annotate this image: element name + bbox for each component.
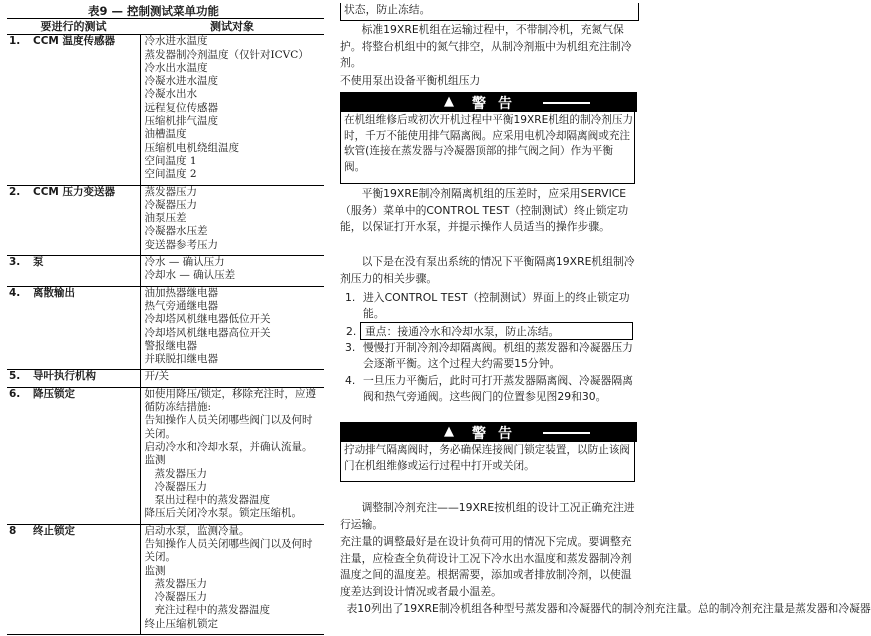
test-object-item: 冷却塔风机继电器低位开关 <box>144 313 271 326</box>
test-object-item: 冷水 — 确认压力 <box>144 256 225 269</box>
control-test-menu-table <box>7 18 324 635</box>
test-name: 终止锁定 <box>33 524 75 537</box>
table-row <box>7 256 324 287</box>
column-header-test: 要进行的测试 <box>7 19 140 35</box>
test-object-item: 降压后关闭冷水泵。锁定压缩机。 <box>144 507 302 520</box>
warning-triangle-icon: ▲ <box>444 94 454 109</box>
test-object-cell <box>140 387 324 524</box>
test-object-item: 监测 <box>144 564 166 577</box>
test-object-item: 冷凝器压力 <box>144 198 197 211</box>
test-name-cell <box>7 286 140 370</box>
warning-text-2: 拧动排气隔离阀时，务必确保连接阀门锁定装置，以防止该阀门在机组维修或运行过程中打开或关闭。 <box>340 442 635 482</box>
test-object-item: 热气旁通继电器 <box>144 299 218 312</box>
row-number: 8 <box>9 524 17 537</box>
test-object-item: 冷却塔风机继电器高位开关 <box>144 326 271 339</box>
test-name-cell <box>7 524 140 634</box>
row-number: 4. <box>9 286 21 299</box>
test-object-item: 蒸发器压力 <box>144 185 197 198</box>
warning-header-2 <box>340 422 637 442</box>
test-object-item: 蒸发器制冷剂温度（仅针对ICVC） <box>144 48 309 61</box>
test-object-cell <box>140 185 324 255</box>
warning-header-1 <box>340 92 637 112</box>
test-object-item: 变送器参考压力 <box>144 238 218 251</box>
warning-text-1: 在机组维修后或初次开机过程中平衡19XRE机组的制冷剂压力时，千万不能使用排气隔离阀。应采用电机冷却隔离阀或充注软管(连接在蒸发器与冷凝器顶部的排气阀之间）作为平衡阀。 <box>340 112 635 184</box>
continued-box <box>340 3 639 21</box>
test-object-item: 油加热器继电器 <box>144 286 218 299</box>
test-object-cell <box>140 370 324 387</box>
test-object-item: 冷却水 — 确认压差 <box>144 269 236 282</box>
test-name: 泵 <box>33 256 44 269</box>
table-row <box>7 185 324 255</box>
step-text: 一旦压力平衡后，此时可打开蒸发器隔离阀、冷凝器隔离阀和热气旁通阀。这些阀门的位置参见图29和30。 <box>363 374 633 404</box>
paragraph-steps-intro: 以下是在没有泵出系统的情况下平衡隔离19XRE机组制冷剂压力的相关步骤。 <box>340 255 635 285</box>
test-name: CCM 温度传感器 <box>33 35 116 48</box>
test-object-item: 蒸发器压力 <box>154 577 207 590</box>
test-object-item: 远程复位传感器 <box>144 101 218 114</box>
test-object-item: 冷凝器压力 <box>154 591 207 604</box>
test-object-cell <box>140 256 324 287</box>
test-name-cell <box>7 35 140 185</box>
column-header-object: 测试对象 <box>140 19 324 35</box>
paragraph-table10: 表10列出了19XRE制冷机组各种型号蒸发器和冷凝器代的制冷剂充注量。总的制冷剂充注量是蒸发器和冷凝器 <box>346 602 871 615</box>
test-name: 降压锁定 <box>33 387 75 400</box>
section-heading-no-pumpout: 不使用泵出设备平衡机组压力 <box>340 74 481 87</box>
step-text: 进入CONTROL TEST（控制测试）界面上的终止锁定功能。 <box>363 291 630 321</box>
test-object-item: 启动冷水和冷却水泵，并确认流量。 <box>144 440 313 453</box>
test-object-item: 空间温度 1 <box>144 154 197 167</box>
step-number: 4. <box>345 374 356 387</box>
test-object-item: 充注过程中的蒸发器温度 <box>154 604 270 617</box>
test-name: 导叶执行机构 <box>33 370 96 383</box>
paragraph-nitrogen: 标准19XRE机组在运输过程中，不带制冷机，充氮气保护。将整台机组中的氮气排空，从制冷剂瓶中为机组充注制冷剂。 <box>340 23 632 70</box>
continued-text: 状态，防止冻结。 <box>344 3 431 16</box>
test-name: CCM 压力变送器 <box>33 185 116 198</box>
warning-bar <box>543 102 590 104</box>
test-name-cell <box>7 185 140 255</box>
row-number: 1. <box>9 35 21 48</box>
test-object-item: 压缩机排气温度 <box>144 115 218 128</box>
table-row <box>7 35 324 185</box>
warning-bar <box>543 432 590 434</box>
test-object-item: 压缩机电机绕组温度 <box>144 141 239 154</box>
test-object-cell <box>140 286 324 370</box>
test-name-cell <box>7 387 140 524</box>
table-title: 表9 — 控制测试菜单功能 <box>88 4 220 18</box>
test-object-item: 冷凝器水压差 <box>144 225 208 238</box>
test-object-cell <box>140 35 324 185</box>
test-object-item: 蒸发器压力 <box>154 467 207 480</box>
test-name: 离散输出 <box>33 286 75 299</box>
warning-triangle-icon: ▲ <box>444 424 454 439</box>
paragraph-adjust-charge: 调整制冷剂充注——19XRE按机组的设计工况正确充注进行运输。 <box>340 501 635 531</box>
warning-label: 警告 <box>472 96 524 112</box>
test-object-item: 冷凝水进水温度 <box>144 75 218 88</box>
test-object-item: 泵出过程中的蒸发器温度 <box>154 494 270 507</box>
test-object-item: 启动水泵，监测冷量。 <box>144 524 250 537</box>
warning-label: 警告 <box>472 426 524 442</box>
step-2-important-box <box>346 322 633 340</box>
step-text: 慢慢打开制冷剂冷却隔离阀。机组的蒸发器和冷凝器压力会逐渐平衡。这个过程大约需要15分钟。 <box>363 341 633 371</box>
test-object-item: 冷凝器压力 <box>154 480 207 493</box>
row-number: 2. <box>9 185 21 198</box>
test-name-cell <box>7 370 140 387</box>
test-object-cell <box>140 524 324 634</box>
table-row <box>7 370 324 387</box>
table-row <box>7 286 324 370</box>
test-object-item: 冷水进水温度 <box>144 35 208 48</box>
test-object-item: 监测 <box>144 454 166 467</box>
paragraph-control-test: 平衡19XRE制冷剂隔离机组的压差时，应采用SERVICE（服务）菜单中的CONTROL TEST（控制测试）终止锁定功能，以保证打开水泵，并提示操作人员适当的操作步骤。 <box>340 187 629 234</box>
test-name-cell <box>7 256 140 287</box>
step-text: 重点：接通冷水和冷却水泵，防止冻结。 <box>365 325 560 338</box>
test-object-item: 空间温度 2 <box>144 168 197 181</box>
test-object-item: 警报继电器 <box>144 339 197 352</box>
test-object-item: 终止压缩机锁定 <box>144 617 218 630</box>
paragraph-charge-adjustment: 充注量的调整最好是在设计负荷可用的情况下完成。要调整充注量，应检查全负荷设计工况下冷水出水温度和蒸发器制冷剂温度之间的温度差。根据需要，添加或者排放制冷剂，以使温度差达到设计情况或者最小温差。 <box>340 535 632 598</box>
step-number: 2. <box>346 325 357 338</box>
table-row <box>7 524 324 634</box>
step-number: 1. <box>345 291 356 304</box>
test-object-item: 油泵压差 <box>144 212 187 225</box>
test-object-item: 告知操作人员关闭哪些阀门以及何时关闭。 <box>144 537 313 564</box>
test-object-item: 开/关 <box>144 370 170 383</box>
test-object-item: 并联脱扣继电器 <box>144 353 218 366</box>
test-object-item: 告知操作人员关闭哪些阀门以及何时关闭。 <box>144 414 313 440</box>
test-object-item: 油槽温度 <box>144 128 187 141</box>
row-number: 6. <box>9 387 21 400</box>
step-number: 3. <box>345 341 356 354</box>
row-number: 5. <box>9 370 21 383</box>
test-object-item: 如使用降压/锁定，移除充注时，应遵循防冻结措施: <box>144 387 317 414</box>
table-header-row <box>7 19 324 35</box>
test-object-item: 冷水出水温度 <box>144 61 208 74</box>
test-object-item: 冷凝水出水 <box>144 88 197 101</box>
row-number: 3. <box>9 256 21 269</box>
table-row <box>7 387 324 524</box>
